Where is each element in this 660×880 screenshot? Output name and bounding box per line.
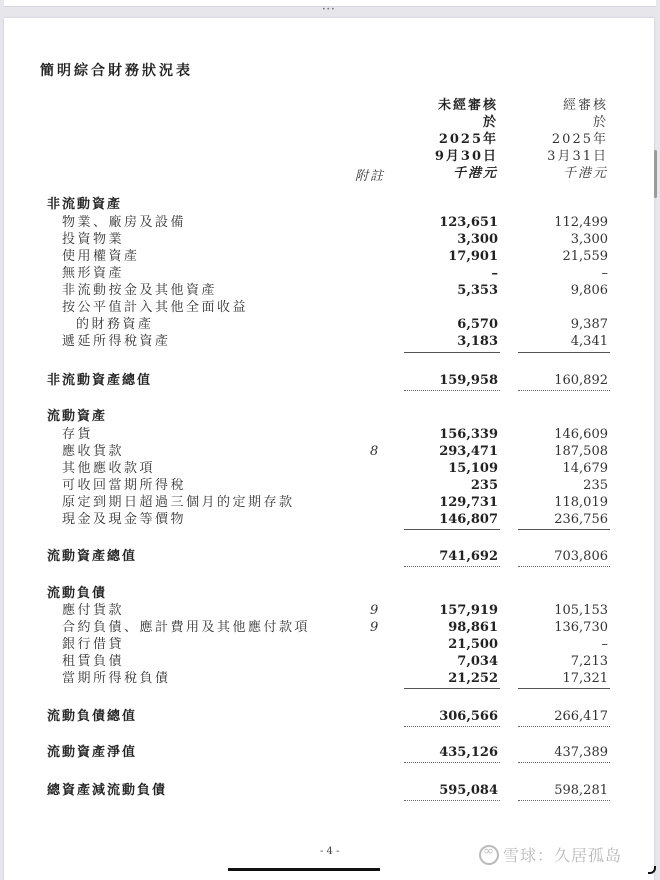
section-heading-non-current-assets: 非流動資產	[47, 197, 123, 212]
total-rule	[404, 726, 500, 727]
table-row: 投資物業 3,300 3,300	[62, 232, 608, 247]
total-row-non-current-assets: 非流動資產總值 159,958 160,892	[47, 373, 608, 388]
column-header-current	[400, 97, 498, 182]
total-row-total-assets-less-current-liabilities: 總資產減流動負債 595,084 598,281	[47, 783, 608, 798]
table-row: 合約負債、應計費用及其他應付款項 9 98,861 136,730	[62, 620, 608, 635]
watermark	[479, 843, 622, 866]
table-row: 應付貨款 9 157,919 105,153	[62, 603, 608, 618]
table-row: 銀行借貸 21,500 –	[62, 637, 608, 652]
table-row: 使用權資產 17,901 21,559	[62, 249, 608, 264]
column-header-note: 附註	[355, 169, 386, 184]
page-separator-handle[interactable]: •••	[322, 6, 336, 13]
table-row: 租賃負債 7,034 7,213	[62, 654, 608, 669]
header-unit: 千港元	[452, 166, 498, 181]
table-row: 物業、廠房及設備 123,651 112,499	[62, 215, 608, 230]
table-row: 應收貨款 8 293,471 187,508	[62, 444, 608, 459]
header-unit: 千港元	[562, 166, 608, 181]
table-row: 可收回當期所得稅 235 235	[62, 478, 608, 493]
header-audit-status: 未經審核	[437, 98, 498, 113]
subtotal-rule	[404, 529, 500, 530]
snowball-logo-icon	[479, 845, 499, 865]
total-row-current-liabilities: 流動負債總值 306,566 266,417	[47, 709, 608, 724]
bottom-rule	[228, 868, 380, 871]
corner-resize-handle	[648, 866, 656, 874]
column-header-previous	[520, 97, 608, 182]
total-rule	[518, 762, 610, 763]
table-row: 非流動按金及其他資產 5,353 9,806	[62, 283, 608, 298]
subtotal-rule	[518, 529, 610, 530]
subtotal-rule	[518, 688, 610, 689]
table-row: 原定到期日超過三個月的定期存款 129,731 118,019	[62, 495, 608, 510]
subtotal-rule	[404, 352, 500, 353]
table-row: 當期所得稅負債 21,252 17,321	[62, 671, 608, 686]
total-row-net-current-assets: 流動資產淨值 435,126 437,389	[47, 745, 608, 760]
total-rule	[404, 390, 500, 391]
header-date: 9月30日	[434, 149, 498, 164]
header-year: 2025年	[438, 132, 498, 147]
total-rule	[404, 762, 500, 763]
table-row: 遞延所得稅資產 3,183 4,341	[62, 334, 608, 349]
total-rule	[518, 726, 610, 727]
header-date: 3月31日	[547, 149, 608, 164]
header-as-at: 於	[482, 115, 498, 130]
table-row: 存貨 156,339 146,609	[62, 427, 608, 442]
total-rule	[404, 800, 500, 801]
section-heading-current-assets: 流動資產	[47, 409, 108, 424]
subtotal-rule	[404, 688, 500, 689]
table-row: 無形資產 – –	[62, 266, 608, 281]
total-rule	[518, 390, 610, 391]
header-year: 2025年	[551, 132, 608, 147]
table-row: 現金及現金等價物 146,807 236,756	[62, 512, 608, 527]
vertical-scrollbar[interactable]	[654, 150, 657, 198]
total-row-current-assets: 流動資產總值 741,692 703,806	[47, 549, 608, 564]
table-row: 按公平值計入其他全面收益	[62, 300, 249, 315]
page-title: 簡明綜合財務狀況表	[40, 63, 193, 79]
header-as-at: 於	[592, 115, 608, 130]
table-row: 其他應收款項 15,109 14,679	[62, 461, 608, 476]
page-number: - 4 -	[320, 846, 340, 857]
subtotal-rule	[518, 352, 610, 353]
watermark-text: 雪球：久居孤岛	[503, 846, 623, 865]
table-row: 的財務資產 6,570 9,387	[76, 317, 608, 332]
total-rule	[518, 566, 610, 567]
header-audit-status: 經審核	[562, 98, 608, 113]
total-rule	[404, 566, 500, 567]
section-heading-current-liabilities: 流動負債	[47, 586, 108, 601]
total-rule	[518, 800, 610, 801]
